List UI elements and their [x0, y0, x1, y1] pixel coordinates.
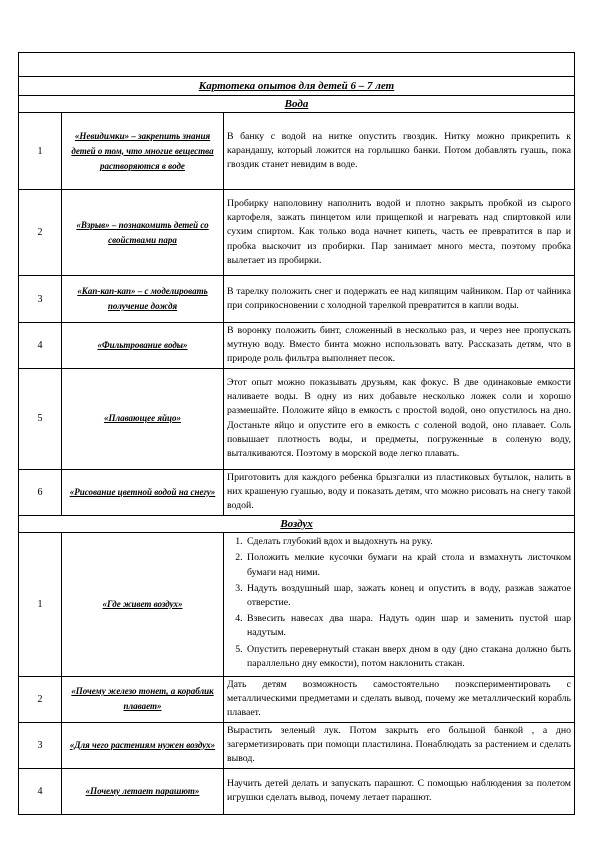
experiment-description: Этот опыт можно показывать друзьям, как фокус. В две одинаковые емкости наливаете воды. В одну из них добавьте несколько ложек соли и хорошо размешайте. Положите яйцо в емкость с простой водой, оно опустилось на дно. Достаньте яйцо и опустите его в емкость с соленой водой, оно плавает. Соль повышает плотность воды, и предметы, погруженные в соленую воду, выталкиваются. Поэтому в морской воде легко плавать.	[224, 368, 575, 469]
experiment-name: «Для чего растениям нужен воздух»	[62, 722, 224, 768]
experiment-name: «Рисование цветной водой на снегу»	[62, 469, 224, 515]
experiment-description: В воронку положить бинт, сложенный в несколько раз, и через нее пропускать мутную воду. Вместо бинта можно использовать вату. Рассказать детям, что в природе роль фильтра выполняет песок.	[224, 323, 575, 369]
document-title: Картотека опытов для детей 6 – 7 лет	[19, 77, 575, 96]
row-number: 4	[19, 768, 62, 814]
experiment-name: «Взрыв» – познакомить детей со свойствами пара	[62, 190, 224, 276]
table-row	[19, 532, 575, 676]
section-heading-water: Вода	[19, 96, 575, 113]
experiment-name: «Почему летает парашют»	[62, 768, 224, 814]
list-item: 1. Сделать глубокий вдох и выдохнуть на руку.	[245, 535, 571, 549]
blank-header-row	[19, 53, 575, 77]
experiment-description: Вырастить зеленый лук. Потом закрыть его большой банкой , а дно загерметизировать при помощи пластилина. Понаблюдать за растением и сделать вывод.	[224, 722, 575, 768]
table-row	[19, 469, 575, 515]
row-number: 3	[19, 722, 62, 768]
row-number: 2	[19, 190, 62, 276]
table-row	[19, 323, 575, 369]
table-row	[19, 368, 575, 469]
experiment-name: «Невидимки» – закрепить знания детей о том, что многие вещества растворяются в воде	[62, 113, 224, 190]
list-item: 4. Взвесить навесах два шара. Надуть один шар и заменить пустой шар надутым.	[245, 612, 571, 640]
list-item: 3. Надуть воздушный шар, зажать конец и опустить в воду, разжав зажатое отверстие.	[245, 582, 571, 610]
list-item: 5. Опустить перевернутый стакан вверх дном в оду (дно стакана должно быть параллельно дну емкости), потом наклонить стакан.	[245, 643, 571, 671]
row-number: 5	[19, 368, 62, 469]
blank-cell	[19, 53, 575, 77]
table-row	[19, 768, 575, 814]
experiment-name: «Кап-кап-кап» – с моделировать получение дождя	[62, 276, 224, 323]
experiment-description: Пробирку наполовину наполнить водой и плотно закрыть пробкой из сырого картофеля, зажать пинцетом или прищепкой и нагревать над спиртовкой или сухим спиртом. Как только вода начнет кипеть, часть ее превратится в пар и пробка выскочит из пробирки. Пар занимает много места, поэтому пробка вылетает из пробирки.	[224, 190, 575, 276]
experiment-name: «Где живет воздух»	[62, 532, 224, 676]
experiment-description: Дать детям возможность самостоятельно поэкспериментировать с металлическими предметами и сделать вывод, почему же металлический корабль плавает.	[224, 676, 575, 722]
table-row	[19, 276, 575, 323]
experiment-description: В тарелку положить снег и подержать ее над кипящим чайником. Пар от чайника при соприкосновении с холодной тарелкой превратится в капли воды.	[224, 276, 575, 323]
steps-list	[227, 535, 571, 671]
experiment-description: Приготовить для каждого ребенка брызгалки из пластиковых бутылок, налить в них крашеную гуашью, воду и показать детям, что можно рисовать на снегу такой водой.	[224, 469, 575, 515]
row-number: 1	[19, 113, 62, 190]
experiment-name: «Плавающее яйцо»	[62, 368, 224, 469]
row-number: 3	[19, 276, 62, 323]
list-item: 2. Положить мелкие кусочки бумаги на край стола и взмахнуть листочком бумаги над ними.	[245, 551, 571, 579]
row-number: 1	[19, 532, 62, 676]
row-number: 6	[19, 469, 62, 515]
row-number: 4	[19, 323, 62, 369]
experiment-description: Научить детей делать и запускать парашют. С помощью наблюдения за полетом игрушки сделать вывод, почему летает парашют.	[224, 768, 575, 814]
experiment-description: В банку с водой на нитке опустить гвоздик. Нитку можно прикрепить к карандашу, который ложится на горлышко банки. Потом добавлять гуашь, пока гвоздик станет невидим в воде.	[224, 113, 575, 190]
table-row	[19, 722, 575, 768]
table-row	[19, 676, 575, 722]
table-row	[19, 113, 575, 190]
section-heading-air: Воздух	[19, 515, 575, 532]
row-number: 2	[19, 676, 62, 722]
experiment-name: «Почему железо тонет, а кораблик плавает»	[62, 676, 224, 722]
table-row	[19, 190, 575, 276]
experiment-name: «Фильтрование воды»	[62, 323, 224, 369]
experiment-description	[224, 532, 575, 676]
experiments-table	[18, 52, 575, 815]
